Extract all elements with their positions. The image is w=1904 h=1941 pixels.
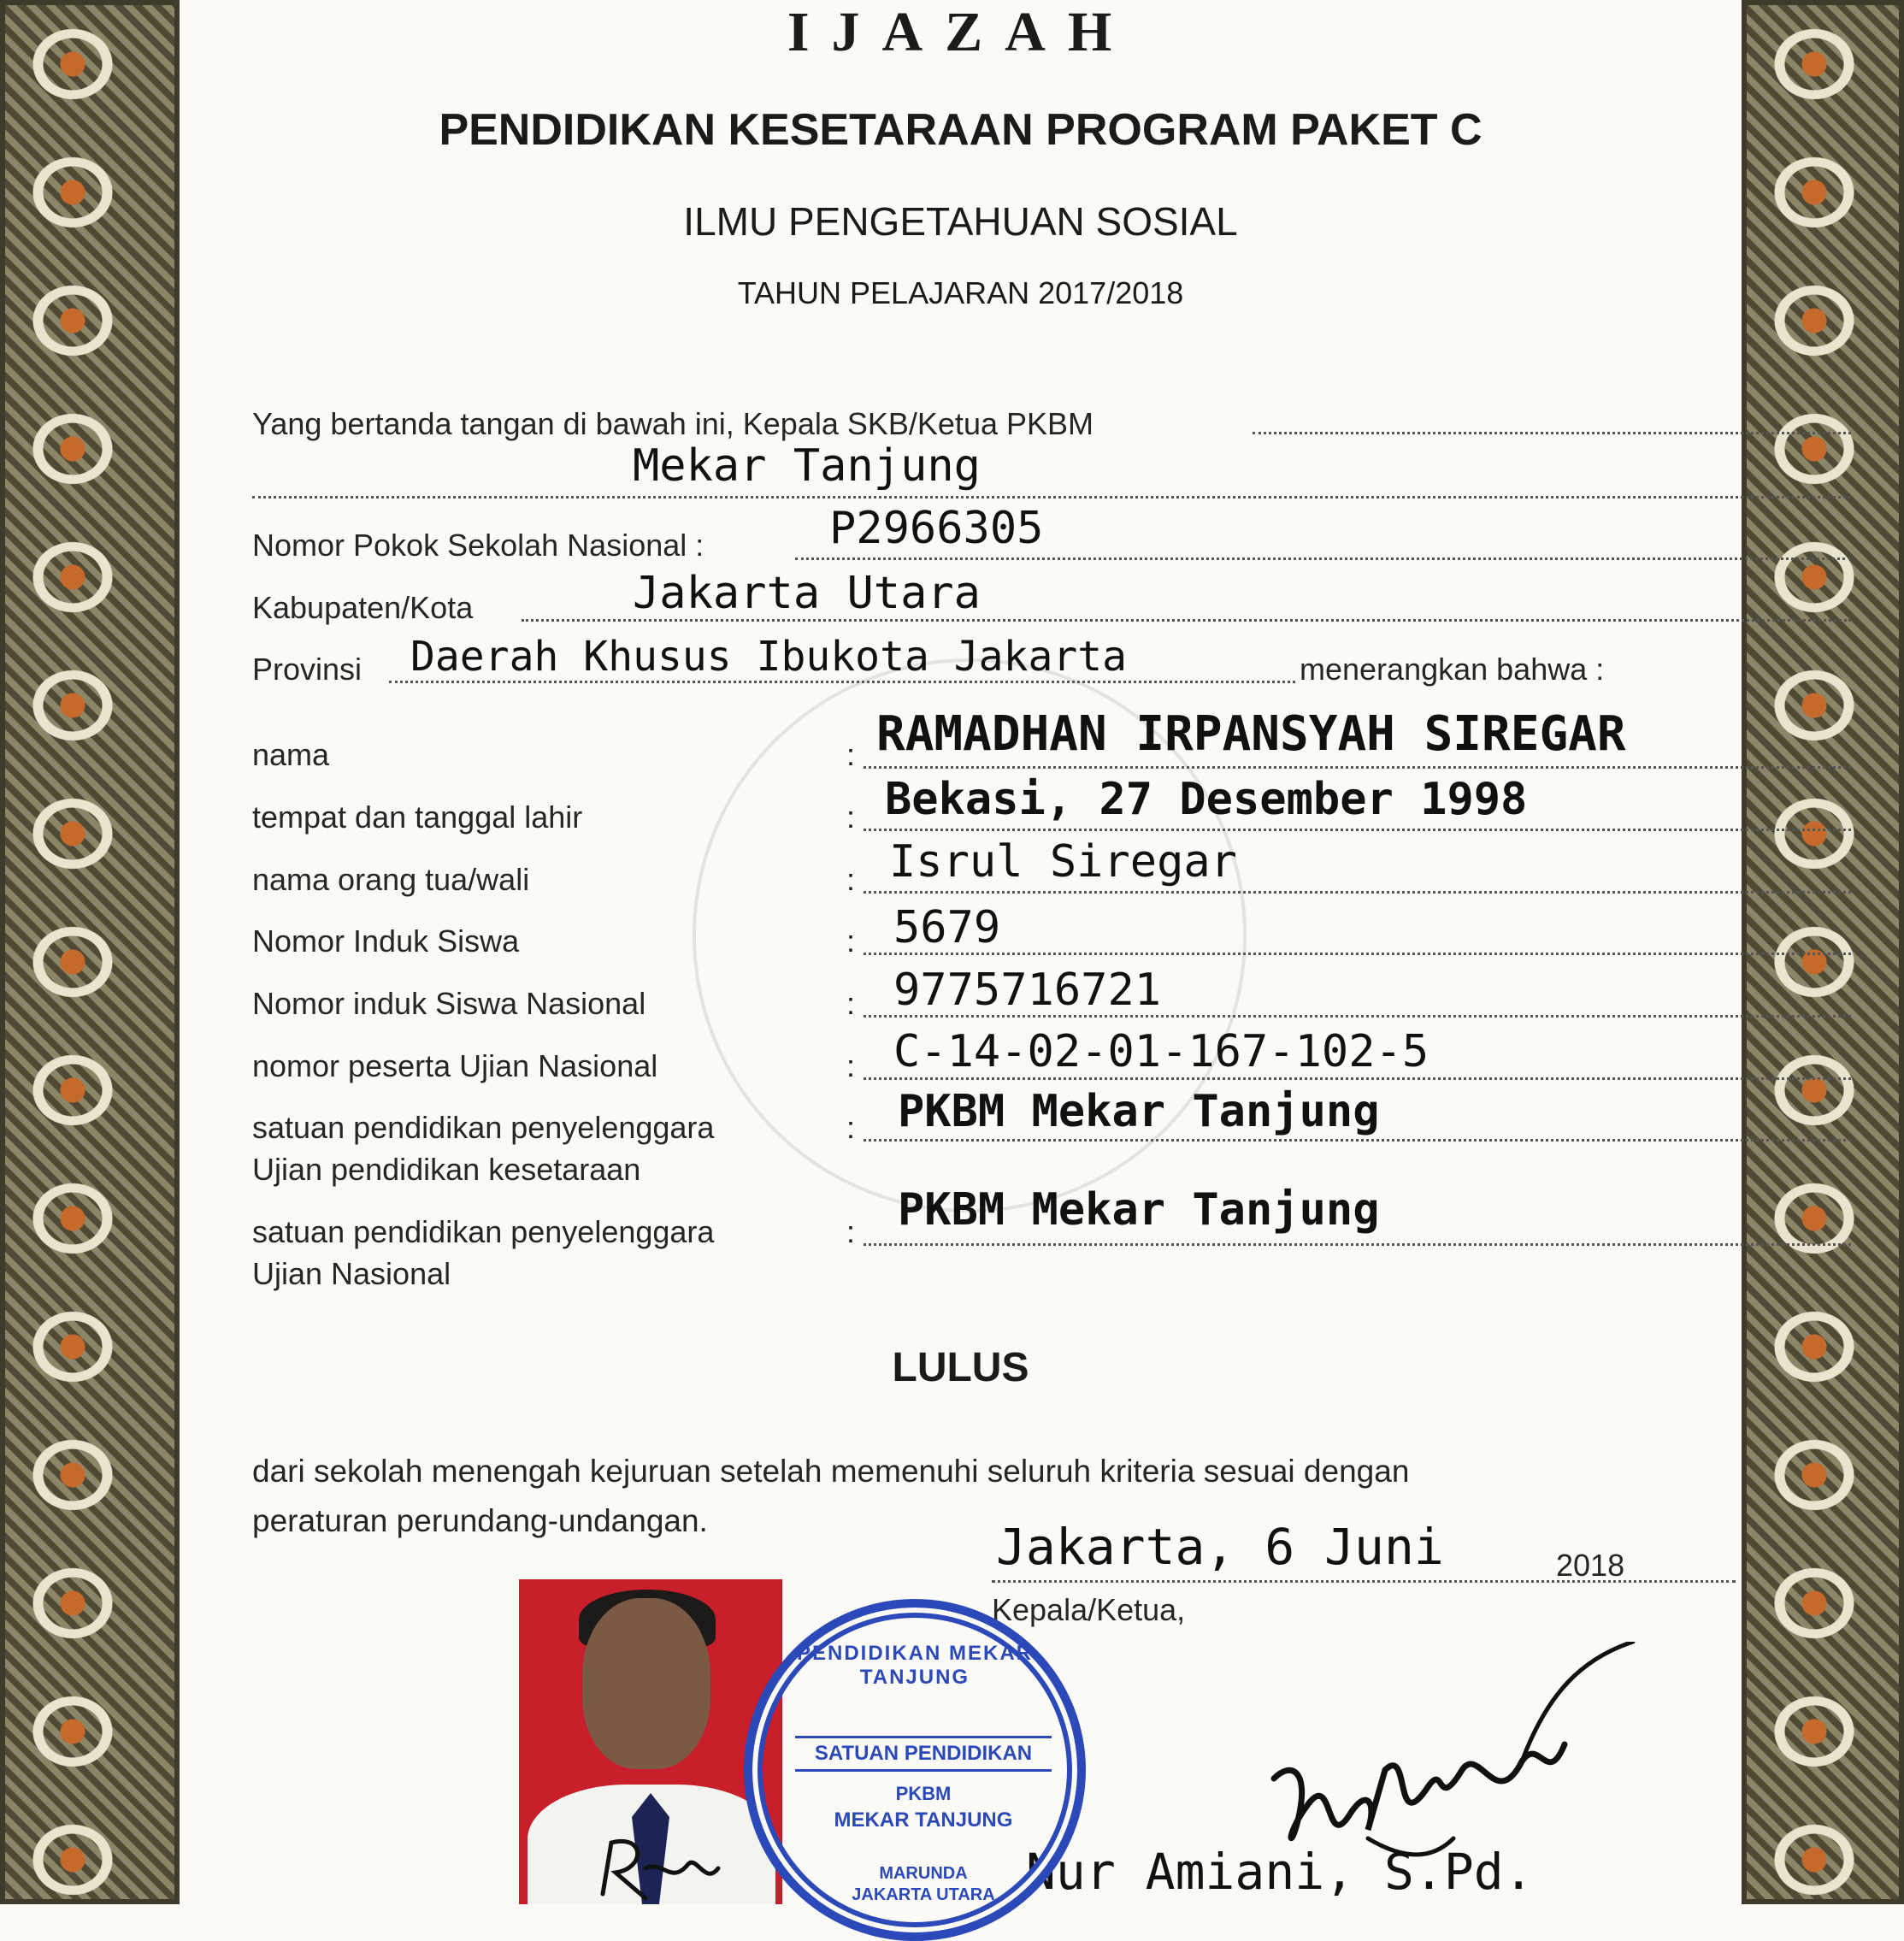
dotted-line <box>389 681 1295 683</box>
dotted-line <box>864 891 1851 894</box>
intro-label: Yang bertanda tangan di bawah ini, Kepala SKB/Ketua PKBM <box>252 406 1094 441</box>
dotted-line <box>864 766 1851 769</box>
field-value-parent: Isrul Siregar <box>889 836 1237 888</box>
signer-name: Nur Amiani, S.Pd. <box>1026 1843 1534 1901</box>
field-value-birth: Bekasi, 27 Desember 1998 <box>885 774 1528 825</box>
field-colon: : <box>846 986 856 1021</box>
student-signature <box>594 1834 722 1904</box>
stamp-band-2: PKBM <box>895 1783 952 1804</box>
certificate-sheet <box>180 0 1742 1904</box>
field-value-exam-number: C-14-02-01-167-102-5 <box>893 1026 1429 1077</box>
organizer-label-2a: satuan pendidikan penyelenggara <box>252 1214 715 1249</box>
field-colon: : <box>846 737 856 772</box>
organizer-label-1a: satuan pendidikan penyelenggara <box>252 1110 715 1145</box>
field-colon: : <box>846 1048 856 1083</box>
field-label-parent: nama orang tua/wali <box>252 862 530 897</box>
province-value: Daerah Khusus Ibukota Jakarta <box>410 633 1128 681</box>
organizer-label-2b: Ujian Nasional <box>252 1256 451 1291</box>
field-label-name: nama <box>252 737 330 772</box>
dotted-line <box>864 1077 1851 1080</box>
field-value-nisn: 9775716721 <box>893 965 1162 1016</box>
dotted-line <box>864 1139 1851 1142</box>
field-label-nis: Nomor Induk Siswa <box>252 923 520 959</box>
field-label-nisn: Nomor induk Siswa Nasional <box>252 986 646 1021</box>
dotted-line <box>864 829 1851 831</box>
field-value-name: RAMADHAN IRPANSYAH SIREGAR <box>876 706 1626 762</box>
statement-line-1: dari sekolah menengah kejuruan setelah memenuhi seluruh kriteria sesuai dengan <box>252 1454 1410 1489</box>
field-colon: : <box>846 1214 856 1249</box>
organizer-value-1: PKBM Mekar Tanjung <box>898 1086 1380 1137</box>
signing-place-date: Jakarta, 6 Juni <box>996 1518 1444 1576</box>
result-status: LULUS <box>892 1345 1029 1390</box>
field-value-nis: 5679 <box>893 902 1001 953</box>
program-heading: PENDIDIKAN KESETARAAN PROGRAM PAKET C <box>439 105 1483 155</box>
signing-year: 2018 <box>1556 1548 1625 1583</box>
dotted-line <box>864 1243 1851 1246</box>
dotted-line <box>522 619 1851 622</box>
major-heading: ILMU PENGETAHUAN SOSIAL <box>683 199 1238 244</box>
dotted-line <box>252 496 1851 499</box>
stamp-ring-text: PENDIDIKAN MEKAR TANJUNG <box>796 1642 1033 1689</box>
certificate-title: IJAZAH <box>787 1 1135 63</box>
field-label-birth: tempat dan tanggal lahir <box>252 799 583 835</box>
academic-year: TAHUN PELAJARAN 2017/2018 <box>737 275 1184 310</box>
dotted-line <box>864 953 1851 955</box>
stamp-band-5: JAKARTA UTARA <box>852 1885 995 1904</box>
field-colon: : <box>846 862 856 897</box>
province-label: Provinsi <box>252 652 363 687</box>
states-label: menerangkan bahwa : <box>1300 652 1605 687</box>
field-colon: : <box>846 923 856 959</box>
ornamental-border-left <box>0 0 180 1904</box>
stamp-band-3: MEKAR TANJUNG <box>834 1808 1013 1832</box>
dotted-line <box>1253 432 1851 434</box>
official-stamp <box>744 1599 1086 1941</box>
statement-line-2: peraturan perundang-undangan. <box>252 1503 708 1538</box>
organizer-value-2: PKBM Mekar Tanjung <box>898 1184 1380 1236</box>
npsn-label: Nomor Pokok Sekolah Nasional : <box>252 528 704 563</box>
institution-name: Mekar Tanjung <box>633 440 981 492</box>
city-label: Kabupaten/Kota <box>252 590 474 625</box>
stamp-band-1: SATUAN PENDIDIKAN <box>795 1736 1052 1772</box>
npsn-value: P2966305 <box>829 503 1044 554</box>
stamp-band-4: MARUNDA <box>879 1864 968 1883</box>
field-colon: : <box>846 1110 856 1145</box>
dotted-line <box>795 558 1851 560</box>
field-label-exam-number: nomor peserta Ujian Nasional <box>252 1048 658 1083</box>
organizer-label-1b: Ujian pendidikan kesetaraan <box>252 1152 641 1187</box>
field-colon: : <box>846 799 856 835</box>
city-value: Jakarta Utara <box>633 568 981 619</box>
signing-role: Kepala/Ketua, <box>992 1592 1186 1627</box>
